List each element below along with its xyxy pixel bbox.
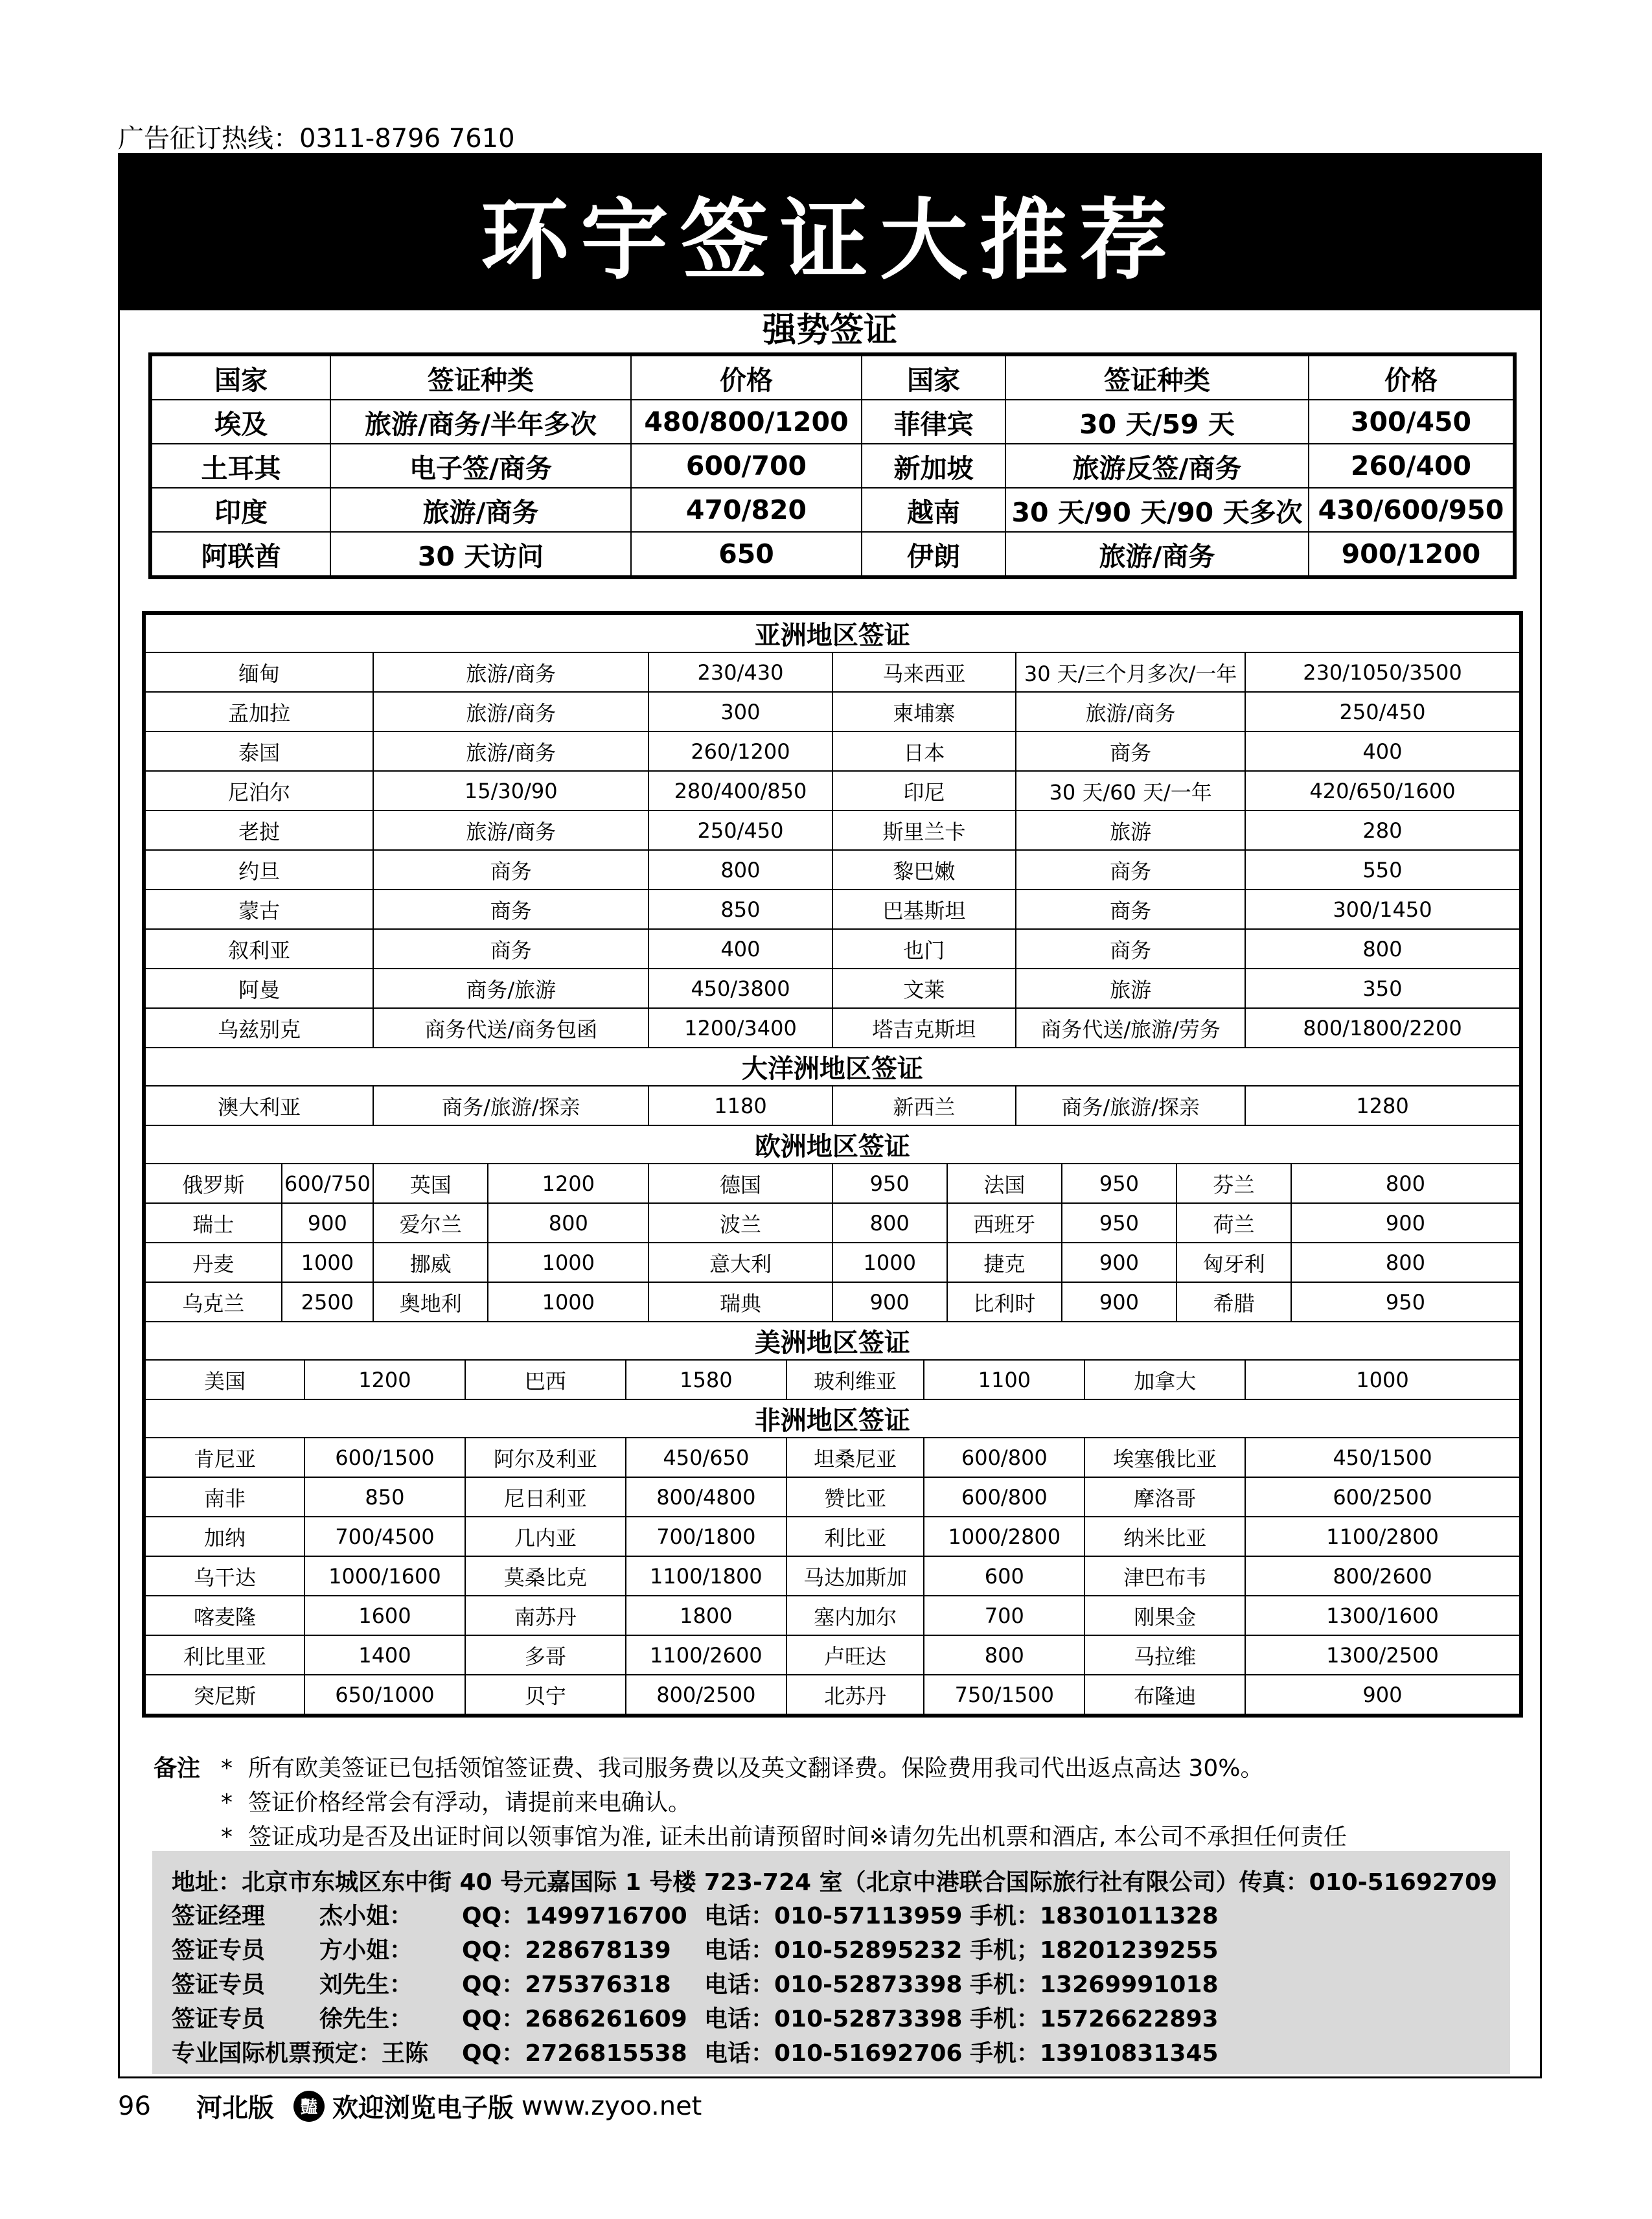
table-cell: 旅游/商务 <box>373 811 648 850</box>
table-cell: 法国 <box>947 1164 1062 1203</box>
page-footer <box>118 2087 702 2124</box>
table-cell: 900/1200 <box>1309 532 1515 577</box>
table-cell: 1300/1600 <box>1245 1596 1520 1635</box>
contact-role: 签证经理 <box>172 1903 266 1929</box>
table-cell: 马拉维 <box>1084 1635 1245 1675</box>
table-cell: 埃及 <box>150 400 330 444</box>
table-cell: 600/700 <box>631 444 862 488</box>
contact-mobile: 手机：13269991018 <box>970 1972 1219 1998</box>
table-row <box>144 1635 1521 1675</box>
table-cell: 650/1000 <box>304 1675 465 1716</box>
section-title: 非洲地区签证 <box>144 1399 1521 1438</box>
contact-qq: QQ：275376318 <box>462 1972 671 1998</box>
table-cell: 30 天/三个月多次/一年 <box>1016 652 1245 692</box>
table-cell: 600/800 <box>924 1477 1084 1517</box>
table-cell: 商务 <box>1016 850 1245 890</box>
table-cell: 巴基斯坦 <box>832 890 1016 929</box>
table-row <box>150 444 1515 488</box>
table-cell: 布隆迪 <box>1084 1675 1245 1716</box>
table-cell: 瑞典 <box>648 1282 832 1322</box>
table-cell: 1000 <box>1245 1360 1520 1399</box>
table-cell: 600 <box>924 1556 1084 1596</box>
star-icon: * <box>221 1789 233 1816</box>
table-cell: 旅游/商务 <box>373 731 648 771</box>
contact-tel: 电话：010-57113959 <box>704 1903 963 1929</box>
table-cell: 美国 <box>144 1360 304 1399</box>
table-row <box>144 692 1521 731</box>
table-cell: 商务 <box>1016 929 1245 969</box>
table-cell: 土耳其 <box>150 444 330 488</box>
table-cell: 550 <box>1245 850 1520 890</box>
table-cell: 南非 <box>144 1477 304 1517</box>
strong-visa-table <box>148 352 1517 579</box>
table-cell: 250/450 <box>648 811 832 850</box>
table-cell: 澳大利亚 <box>144 1086 373 1125</box>
table-cell: 芬兰 <box>1176 1164 1291 1203</box>
table-cell: 600/1500 <box>304 1438 465 1477</box>
ticket-label: 专业国际机票预定：王陈 <box>172 2040 429 2067</box>
contact-tel: 电话：010-52873398 <box>704 2006 963 2032</box>
table-cell: 300 <box>648 692 832 731</box>
table-cell: 新加坡 <box>862 444 1005 488</box>
table-row <box>144 1675 1521 1716</box>
welcome-text: 欢迎浏览电子版 <box>332 2093 514 2123</box>
table-cell: 坦桑尼亚 <box>786 1438 924 1477</box>
table-cell: 700/1800 <box>626 1517 786 1556</box>
table-cell: 900 <box>1062 1243 1176 1282</box>
address-line: 地址：北京市东城区东中街 40 号元嘉国际 1 号楼 723-724 室（北京中港联合国际旅行社有限公司）传真：010-51692709 <box>172 1869 1498 1896</box>
table-cell: 1100 <box>924 1360 1084 1399</box>
table-cell: 商务/旅游 <box>373 969 648 1008</box>
table-cell: 新西兰 <box>832 1086 1016 1125</box>
table-cell: 纳米比亚 <box>1084 1517 1245 1556</box>
table-cell: 日本 <box>832 731 1016 771</box>
table-cell: 利比里亚 <box>144 1635 304 1675</box>
contact-name: 方小姐： <box>319 1937 413 1964</box>
table-row <box>150 488 1515 532</box>
table-cell: 950 <box>1291 1282 1521 1322</box>
table-cell: 菲律宾 <box>862 400 1005 444</box>
table-cell: 1300/2500 <box>1245 1635 1520 1675</box>
table-cell: 1400 <box>304 1635 465 1675</box>
table-row <box>144 1477 1521 1517</box>
star-icon: * <box>221 1755 233 1782</box>
contact-mobile: 手机：18301011328 <box>970 1903 1219 1929</box>
table-cell: 商务代送/旅游/劳务 <box>1016 1008 1245 1048</box>
table-cell: 260/400 <box>1309 444 1515 488</box>
table-cell: 1100/1800 <box>626 1556 786 1596</box>
website-link[interactable]: www.zyoo.net <box>521 2091 702 2121</box>
asia-section <box>144 613 1521 652</box>
table-cell: 乌兹别克 <box>144 1008 373 1048</box>
table-cell: 350 <box>1245 969 1520 1008</box>
table-cell: 孟加拉 <box>144 692 373 731</box>
table-cell: 1200 <box>304 1360 465 1399</box>
table-cell: 蒙古 <box>144 890 373 929</box>
table-cell: 950 <box>832 1164 947 1203</box>
table-cell: 意大利 <box>648 1243 832 1282</box>
table-cell: 印尼 <box>832 771 1016 811</box>
table-cell: 旅游 <box>1016 811 1245 850</box>
table-cell: 捷克 <box>947 1243 1062 1282</box>
table-cell: 850 <box>648 890 832 929</box>
table-cell: 旅游/商务 <box>1016 692 1245 731</box>
table-cell: 420/650/1600 <box>1245 771 1520 811</box>
header-cell: 价格 <box>1309 354 1515 400</box>
table-cell: 也门 <box>832 929 1016 969</box>
regional-visa-table <box>142 611 1523 1718</box>
edition-label: 河北版 <box>196 2093 274 2123</box>
table-cell: 1180 <box>648 1086 832 1125</box>
ad-frame <box>118 153 1542 2078</box>
table-cell: 300/450 <box>1309 400 1515 444</box>
table-cell: 乌干达 <box>144 1556 304 1596</box>
table-row <box>144 1203 1521 1243</box>
table-cell: 旅游/商务 <box>330 488 631 532</box>
table-cell: 300/1450 <box>1245 890 1520 929</box>
table-cell: 1000 <box>488 1282 648 1322</box>
notes-label: 备注 <box>154 1755 201 1782</box>
table-cell: 旅游反签/商务 <box>1005 444 1309 488</box>
table-cell: 叙利亚 <box>144 929 373 969</box>
table-cell: 旅游 <box>1016 969 1245 1008</box>
table-cell: 阿联酋 <box>150 532 330 577</box>
table-cell: 希腊 <box>1176 1282 1291 1322</box>
table-cell: 阿尔及利亚 <box>465 1438 626 1477</box>
table-cell: 突尼斯 <box>144 1675 304 1716</box>
table-cell: 文莱 <box>832 969 1016 1008</box>
table-cell: 俄罗斯 <box>144 1164 282 1203</box>
table-cell: 巴西 <box>465 1360 626 1399</box>
page-number: 96 <box>118 2091 151 2121</box>
note-text: 签证价格经常会有浮动，请提前来电确认。 <box>248 1789 692 1816</box>
table-cell: 800 <box>832 1203 947 1243</box>
table-cell: 1800 <box>626 1596 786 1635</box>
note-text: 签证成功是否及出证时间以领事馆为准, 证未出前请预留时间※请勿先出机票和酒店, 本公司不承担任何责任 <box>248 1824 1347 1850</box>
table-cell: 尼日利亚 <box>465 1477 626 1517</box>
table-cell: 加拿大 <box>1084 1360 1245 1399</box>
table-cell: 600/750 <box>282 1164 374 1203</box>
star-icon: * <box>221 1824 233 1850</box>
table-cell: 爱尔兰 <box>373 1203 488 1243</box>
table-cell: 商务 <box>373 929 648 969</box>
table-cell: 奥地利 <box>373 1282 488 1322</box>
note-text: 所有欧美签证已包括领馆签证费、我司服务费以及英文翻译费。保险费用我司代出返点高达 30%。 <box>248 1755 1264 1782</box>
table-cell: 商务代送/商务包函 <box>373 1008 648 1048</box>
table-row <box>144 850 1521 890</box>
table-cell: 800/1800/2200 <box>1245 1008 1520 1048</box>
table-row <box>144 1008 1521 1048</box>
banner <box>120 155 1540 310</box>
table-cell: 西班牙 <box>947 1203 1062 1243</box>
table-cell: 600/800 <box>924 1438 1084 1477</box>
ad-hotline: 广告征订热线：0311-8796 7610 <box>118 124 515 154</box>
magazine-logo-icon: 豔 <box>293 2091 325 2122</box>
table-cell: 480/800/1200 <box>631 400 862 444</box>
strong-visa-title: 强势签证 <box>762 311 897 350</box>
table-cell: 800 <box>648 850 832 890</box>
table-cell: 玻利维亚 <box>786 1360 924 1399</box>
table-cell: 1100/2800 <box>1245 1517 1520 1556</box>
table-row <box>144 1596 1521 1635</box>
contact-name: 刘先生： <box>319 1972 413 1998</box>
table-cell: 800/4800 <box>626 1477 786 1517</box>
table-row <box>150 532 1515 577</box>
table-cell: 15/30/90 <box>373 771 648 811</box>
table-row <box>144 1086 1521 1125</box>
table-cell: 埃塞俄比亚 <box>1084 1438 1245 1477</box>
table-cell: 750/1500 <box>924 1675 1084 1716</box>
table-cell: 900 <box>1291 1203 1521 1243</box>
table-row <box>144 1243 1521 1282</box>
table-cell: 卢旺达 <box>786 1635 924 1675</box>
contact-qq: QQ：1499716700 <box>462 1903 687 1929</box>
table-cell: 旅游/商务 <box>373 652 648 692</box>
table-row <box>144 1556 1521 1596</box>
table-cell: 印度 <box>150 488 330 532</box>
table-row <box>144 969 1521 1008</box>
table-cell: 280/400/850 <box>648 771 832 811</box>
table-cell: 800 <box>1291 1164 1521 1203</box>
table-cell: 850 <box>304 1477 465 1517</box>
table-cell: 商务/旅游/探亲 <box>373 1086 648 1125</box>
table-cell: 马达加斯加 <box>786 1556 924 1596</box>
table-row <box>144 1360 1521 1399</box>
ticket-qq: QQ：2726815538 <box>462 2040 687 2067</box>
table-cell: 800 <box>1291 1243 1521 1282</box>
contact-tel: 电话：010-52873398 <box>704 1972 963 1998</box>
section-title: 欧洲地区签证 <box>144 1125 1521 1164</box>
table-cell: 800 <box>1245 929 1520 969</box>
table-row <box>144 890 1521 929</box>
table-cell: 缅甸 <box>144 652 373 692</box>
table-cell: 斯里兰卡 <box>832 811 1016 850</box>
contact-box <box>152 1851 1510 2074</box>
table-cell: 1000 <box>488 1243 648 1282</box>
table-cell: 700 <box>924 1596 1084 1635</box>
table-cell: 450/1500 <box>1245 1438 1520 1477</box>
table-row <box>144 811 1521 850</box>
table-cell: 30 天/60 天/一年 <box>1016 771 1245 811</box>
table-cell: 匈牙利 <box>1176 1243 1291 1282</box>
table-cell: 1580 <box>626 1360 786 1399</box>
table-cell: 贝宁 <box>465 1675 626 1716</box>
ticket-mobile: 手机：13910831345 <box>970 2040 1219 2067</box>
table-cell: 柬埔寨 <box>832 692 1016 731</box>
table-cell: 1000 <box>282 1243 374 1282</box>
table-cell: 旅游/商务 <box>373 692 648 731</box>
table-cell: 250/450 <box>1245 692 1520 731</box>
table-cell: 1600 <box>304 1596 465 1635</box>
table-cell: 刚果金 <box>1084 1596 1245 1635</box>
contact-name: 杰小姐： <box>319 1903 413 1929</box>
table-cell: 南苏丹 <box>465 1596 626 1635</box>
table-cell: 赞比亚 <box>786 1477 924 1517</box>
table-cell: 加纳 <box>144 1517 304 1556</box>
section-title: 亚洲地区签证 <box>144 613 1521 652</box>
table-cell: 230/1050/3500 <box>1245 652 1520 692</box>
table-cell: 挪威 <box>373 1243 488 1282</box>
table-cell: 商务 <box>1016 731 1245 771</box>
table-cell: 1000/1600 <box>304 1556 465 1596</box>
table-cell: 北苏丹 <box>786 1675 924 1716</box>
table-cell: 450/3800 <box>648 969 832 1008</box>
table-cell: 泰国 <box>144 731 373 771</box>
table-cell: 英国 <box>373 1164 488 1203</box>
table-cell: 280 <box>1245 811 1520 850</box>
table-cell: 多哥 <box>465 1635 626 1675</box>
table-cell: 乌克兰 <box>144 1282 282 1322</box>
table-cell: 30 天访问 <box>330 532 631 577</box>
table-cell: 430/600/950 <box>1309 488 1515 532</box>
table-cell: 900 <box>832 1282 947 1322</box>
table-cell: 旅游/商务 <box>1005 532 1309 577</box>
oceania-section <box>144 1048 1521 1086</box>
table-cell: 商务 <box>1016 890 1245 929</box>
note-line <box>154 1820 1347 1854</box>
contact-name: 徐先生： <box>319 2006 413 2032</box>
note-line <box>154 1751 1347 1786</box>
table-cell: 津巴布韦 <box>1084 1556 1245 1596</box>
table-cell: 30 天/59 天 <box>1005 400 1309 444</box>
table-cell: 马来西亚 <box>832 652 1016 692</box>
table-cell: 阿曼 <box>144 969 373 1008</box>
contact-qq: QQ：228678139 <box>462 1937 671 1964</box>
table-cell: 800 <box>924 1635 1084 1675</box>
table-row <box>144 929 1521 969</box>
contact-role: 签证专员 <box>172 1937 266 1964</box>
table-cell: 肯尼亚 <box>144 1438 304 1477</box>
contact-mobile: 手机；18201239255 <box>970 1937 1219 1964</box>
table-cell: 莫桑比克 <box>465 1556 626 1596</box>
table-cell: 几内亚 <box>465 1517 626 1556</box>
table-cell: 老挝 <box>144 811 373 850</box>
table-cell: 喀麦隆 <box>144 1596 304 1635</box>
header-cell: 价格 <box>631 354 862 400</box>
table-cell: 商务 <box>373 890 648 929</box>
contact-role: 签证专员 <box>172 1972 266 1998</box>
banner-title: 环宇签证大推荐 <box>481 190 1179 292</box>
section-title: 美洲地区签证 <box>144 1322 1521 1360</box>
table-cell: 1100/2600 <box>626 1635 786 1675</box>
table-cell: 利比亚 <box>786 1517 924 1556</box>
table-cell: 越南 <box>862 488 1005 532</box>
contact-mobile: 手机：15726622893 <box>970 2006 1219 2032</box>
africa-section <box>144 1399 1521 1438</box>
notes <box>154 1751 1347 1854</box>
table-cell: 德国 <box>648 1164 832 1203</box>
table-row <box>144 771 1521 811</box>
table-cell: 波兰 <box>648 1203 832 1243</box>
table-cell: 1280 <box>1245 1086 1520 1125</box>
ticket-tel: 电话：010-51692706 <box>704 2040 963 2067</box>
table-cell: 950 <box>1062 1164 1176 1203</box>
table-cell: 塔吉克斯坦 <box>832 1008 1016 1048</box>
table-cell: 塞内加尔 <box>786 1596 924 1635</box>
table-cell: 1000/2800 <box>924 1517 1084 1556</box>
table-cell: 旅游/商务/半年多次 <box>330 400 631 444</box>
table-row <box>144 652 1521 692</box>
table-header-row <box>150 354 1515 400</box>
table-cell: 荷兰 <box>1176 1203 1291 1243</box>
table-cell: 比利时 <box>947 1282 1062 1322</box>
table-row <box>144 1438 1521 1477</box>
table-cell: 260/1200 <box>648 731 832 771</box>
contact-role: 签证专员 <box>172 2006 266 2032</box>
table-cell: 650 <box>631 532 862 577</box>
contact-qq: QQ：2686261609 <box>462 2006 687 2032</box>
table-cell: 950 <box>1062 1203 1176 1243</box>
table-cell: 400 <box>648 929 832 969</box>
table-cell: 30 天/90 天/90 天多次 <box>1005 488 1309 532</box>
table-cell: 400 <box>1245 731 1520 771</box>
table-row <box>144 731 1521 771</box>
table-cell: 600/2500 <box>1245 1477 1520 1517</box>
america-section <box>144 1322 1521 1360</box>
table-cell: 电子签/商务 <box>330 444 631 488</box>
note-line <box>154 1786 1347 1820</box>
table-cell: 瑞士 <box>144 1203 282 1243</box>
table-cell: 2500 <box>282 1282 374 1322</box>
header-cell: 签证种类 <box>330 354 631 400</box>
header-cell: 国家 <box>862 354 1005 400</box>
table-cell: 1200/3400 <box>648 1008 832 1048</box>
table-cell: 800 <box>488 1203 648 1243</box>
table-cell: 伊朗 <box>862 532 1005 577</box>
table-cell: 800/2600 <box>1245 1556 1520 1596</box>
table-row <box>144 1517 1521 1556</box>
table-cell: 800/2500 <box>626 1675 786 1716</box>
europe-section <box>144 1125 1521 1164</box>
table-cell: 900 <box>1062 1282 1176 1322</box>
table-row <box>150 400 1515 444</box>
table-cell: 700/4500 <box>304 1517 465 1556</box>
section-title: 大洋洲地区签证 <box>144 1048 1521 1086</box>
table-cell: 450/650 <box>626 1438 786 1477</box>
table-cell: 1200 <box>488 1164 648 1203</box>
table-cell: 900 <box>282 1203 374 1243</box>
contact-tel: 电话：010-52895232 <box>704 1937 963 1964</box>
table-cell: 商务/旅游/探亲 <box>1016 1086 1245 1125</box>
table-cell: 丹麦 <box>144 1243 282 1282</box>
table-cell: 约旦 <box>144 850 373 890</box>
table-cell: 1000 <box>832 1243 947 1282</box>
table-cell: 230/430 <box>648 652 832 692</box>
table-cell: 摩洛哥 <box>1084 1477 1245 1517</box>
header-cell: 签证种类 <box>1005 354 1309 400</box>
table-cell: 470/820 <box>631 488 862 532</box>
header-cell: 国家 <box>150 354 330 400</box>
table-cell: 尼泊尔 <box>144 771 373 811</box>
table-row <box>144 1164 1521 1203</box>
table-cell: 商务 <box>373 850 648 890</box>
table-cell: 900 <box>1245 1675 1520 1716</box>
table-row <box>144 1282 1521 1322</box>
table-cell: 黎巴嫩 <box>832 850 1016 890</box>
